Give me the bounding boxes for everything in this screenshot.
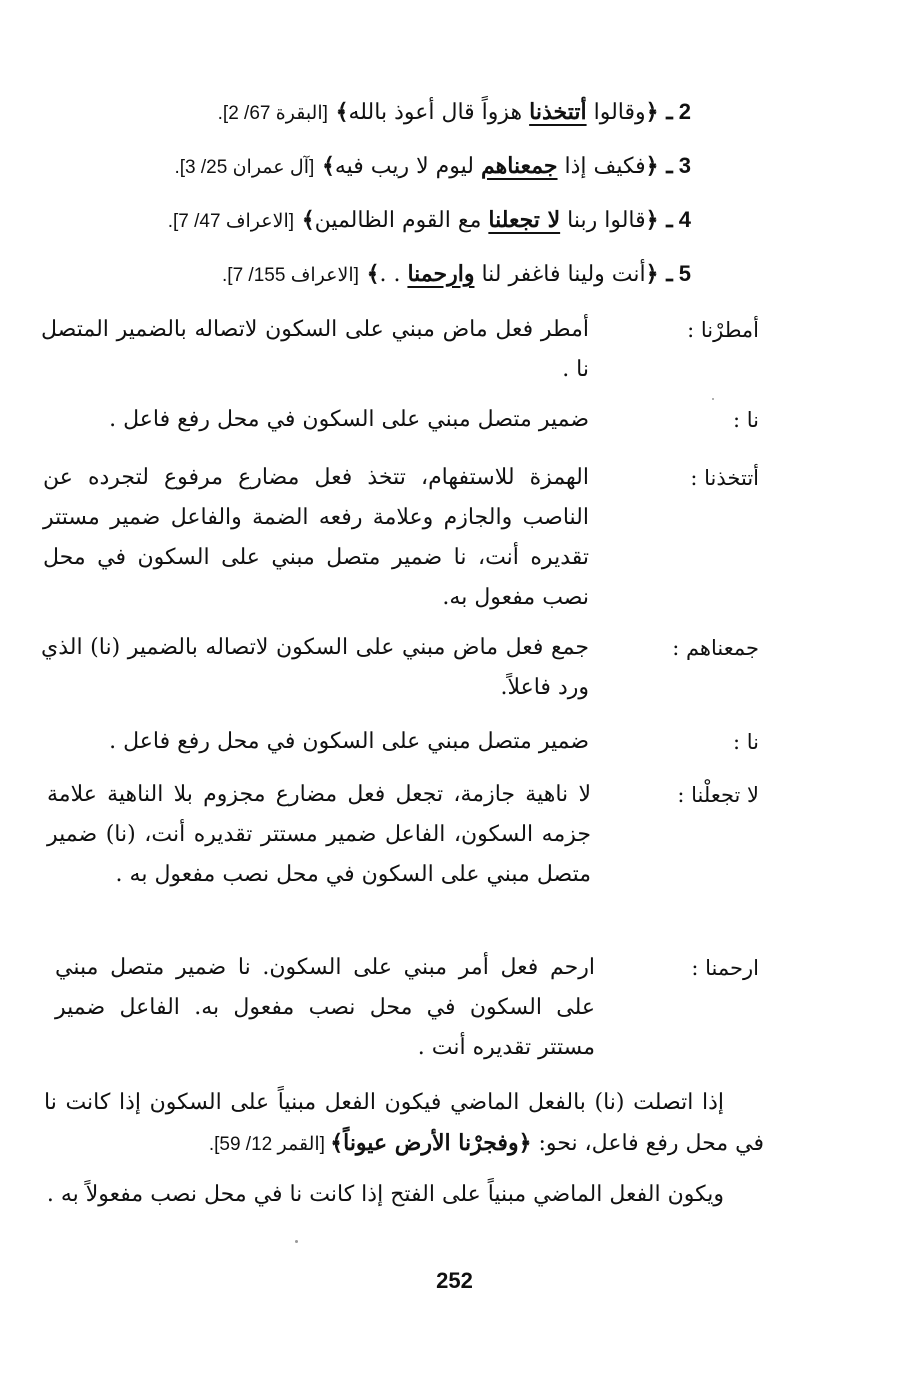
- verse-keyword: لا تجعلنا: [488, 207, 561, 233]
- verse-reference: [الاعراف 47/ 7].: [167, 211, 295, 232]
- entry-term: جمعناهم :: [672, 636, 759, 660]
- entry-definition: ضمير متصل مبني على السكون في محل رفع فاعل .: [109, 407, 589, 432]
- quote-open: ﴿: [645, 99, 659, 125]
- example-line-5: [71, 259, 691, 291]
- quote-close: ﴾: [321, 153, 335, 179]
- page-number: 252: [436, 1268, 473, 1293]
- verse-text: أنت ولينا فاغفر لنا: [474, 262, 646, 287]
- entry-term: أمطرْنا :: [687, 318, 759, 342]
- entry-definition: أمطر فعل ماض مبني على السكون لاتصاله بالضمير المتصل نا .: [41, 317, 589, 382]
- entry-term: لا تجعلْنا :: [677, 783, 759, 807]
- rule-text: إذا اتصلت (نا) بالفعل الماضي فيكون الفعل مبنياً على السكون إذا كانت نا في محل رفع فاعل، نحو:: [44, 1090, 764, 1156]
- example-line-2: [71, 97, 691, 129]
- verse-reference: [الاعراف 155/ 7].: [222, 265, 359, 286]
- verse-keyword: وارحمنا: [407, 261, 475, 287]
- quote-close: ﴾: [335, 99, 349, 125]
- example-number: 2 ـ: [666, 99, 691, 124]
- scan-speck: [295, 1240, 298, 1243]
- verse-quote: ﴿وفجرْنا الأرض عيوناً﴾: [330, 1130, 532, 1156]
- rule-paragraph: [44, 1175, 764, 1215]
- entry-definition: جمع فعل ماض مبني على السكون لاتصاله بالضمير (نا) الذي ورد فاعلاً.: [41, 635, 589, 700]
- verse-text: . .: [379, 262, 408, 287]
- rule-paragraph: [44, 1083, 764, 1165]
- entry-definition: ارحم فعل أمر مبني على السكون. نا ضمير متصل مبني على السكون في محل نصب مفعول به. الفاعل ضمير مستتر تقديره أنت .: [55, 955, 595, 1060]
- verse-reference: [البقرة 67/ 2].: [217, 103, 328, 124]
- verse-text: فكيف إذا: [557, 154, 646, 179]
- entry-term: ارحمنا :: [691, 956, 759, 980]
- example-number: 5 ـ: [666, 261, 691, 286]
- entry-term: نا :: [733, 730, 759, 754]
- verse-keyword: جمعناهم: [481, 153, 558, 179]
- verse-text: وقالوا: [586, 100, 646, 125]
- entry-term: نا :: [733, 408, 759, 432]
- quote-open: ﴿: [645, 261, 659, 287]
- quote-close: ﴾: [301, 207, 315, 233]
- verse-reference: [القمر 12/ 59].: [208, 1134, 331, 1155]
- quote-open: ﴿: [645, 207, 659, 233]
- rule-text: ويكون الفعل الماضي مبنياً على الفتح إذا كانت نا في محل نصب مفعولاً به .: [46, 1182, 724, 1207]
- example-line-4: [71, 205, 691, 237]
- verse-text: مع القوم الظالمين: [314, 208, 489, 233]
- quote-open: ﴿: [645, 153, 659, 179]
- entry-term: أتتخذنا :: [690, 466, 759, 490]
- example-line-3: [71, 151, 691, 183]
- verse-text: ليوم لا ريب فيه: [334, 154, 481, 179]
- verse-text: هزواً قال أعوذ بالله: [348, 100, 530, 125]
- example-number: 3 ـ: [666, 153, 691, 178]
- entry-definition: ضمير متصل مبني على السكون في محل رفع فاعل .: [109, 729, 589, 754]
- entry-definition: لا ناهية جازمة، تجعل فعل مضارع مجزوم بلا الناهية علامة جزمه السكون، الفاعل ضمير مستتر تقديره أنت، (نا) ضمير متصل مبني على السكون في محل نصب مفعول به .: [47, 782, 591, 887]
- verse-text: قالوا ربنا: [560, 208, 646, 233]
- entry-definition: الهمزة للاستفهام، تتخذ فعل مضارع مرفوع لتجرده عن الناصب والجازم وعلامة رفعه الضمة والفاعل ضمير مستتر تقديره أنت، نا ضمير متصل مبني على السكون في محل نصب مفعول به.: [43, 465, 589, 610]
- example-number: 4 ـ: [666, 207, 691, 232]
- quote-close: ﴾: [366, 261, 380, 287]
- verse-reference: [آل عمران 25/ 3].: [174, 157, 315, 178]
- scan-speck: [712, 398, 714, 400]
- verse-keyword: أتتخذنا: [529, 99, 587, 125]
